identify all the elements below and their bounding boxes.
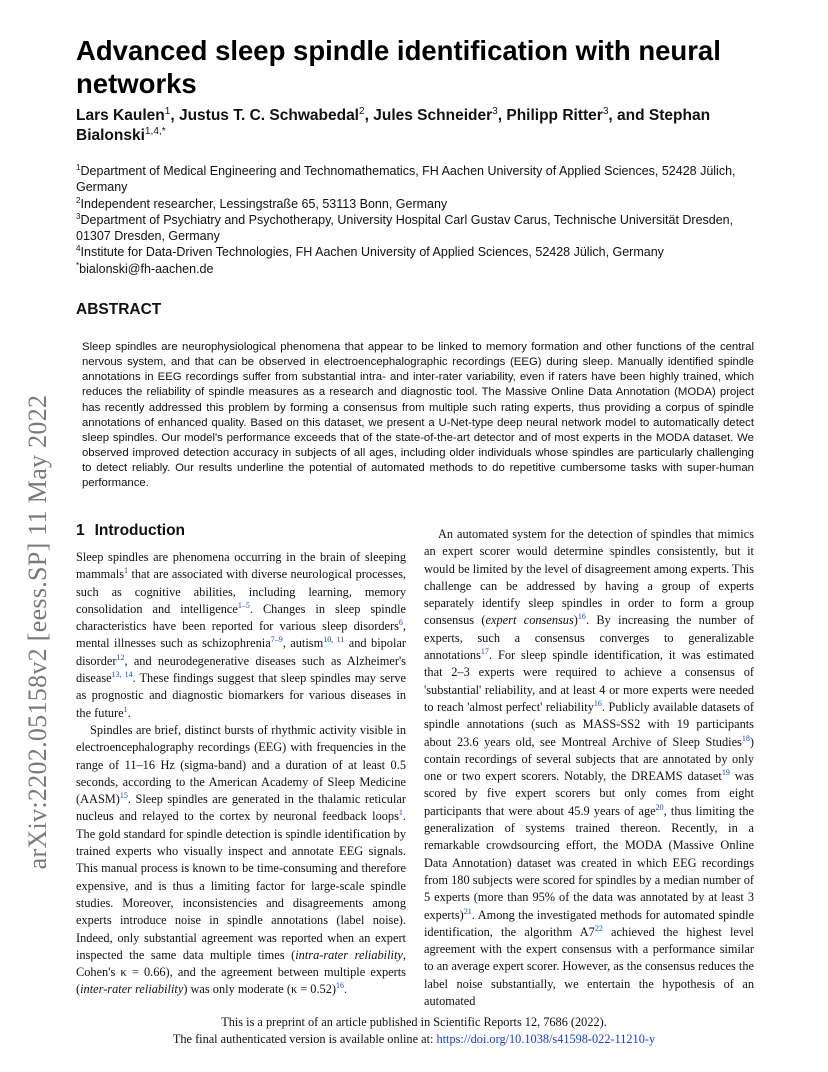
author-list bbox=[76, 106, 766, 146]
body-paragraph bbox=[424, 526, 754, 1010]
citation-link[interactable]: 21 bbox=[463, 906, 472, 916]
citation-link[interactable]: 20 bbox=[655, 802, 664, 812]
section-heading-introduction bbox=[76, 522, 185, 540]
text-run: was scored by five expert scorers but only comes from eight participants that were about 45.9 years of age bbox=[424, 769, 754, 818]
affiliation-item bbox=[76, 163, 756, 196]
text-run: , thus limiting the generalization of systems trained thereon. Recently, in a remarkable crowdsourcing effort, the MODA (Massive Online Data Annotation) dataset was created in which EEG recordings from 180 subjects were scored for spindles by a median number of 5 experts (more than 95% of the data was annotated by at least 3 experts) bbox=[424, 803, 754, 922]
citation-link[interactable]: 1 bbox=[398, 808, 403, 818]
author-separator: , and bbox=[608, 107, 649, 124]
affiliation-mark: 3 bbox=[76, 211, 81, 221]
author-affiliation-mark: 1,4,* bbox=[144, 125, 166, 137]
body-column-right bbox=[424, 526, 754, 1010]
body-paragraph bbox=[76, 722, 406, 999]
affiliation-text: Institute for Data-Driven Technologies, FH Aachen University of Applied Sciences, 52428 Jülich, Germany bbox=[80, 245, 664, 260]
emphasized-term: inter-rater reliability bbox=[80, 982, 184, 997]
text-run: . For sleep spindle identification, it was estimated that 2–3 experts were required to achieve a consensus of 'substantial' reliability, and at least 4 or more experts were needed to reach 'almost perfect' reliability bbox=[424, 648, 754, 714]
affiliation-list bbox=[76, 163, 756, 277]
text-run: . These findings suggest that sleep spindles may serve as prognostic and diagnostic biomarkers for various diseases in the future bbox=[76, 671, 406, 720]
citation-link[interactable]: 7–9 bbox=[270, 635, 283, 645]
citation-link[interactable]: 1–5 bbox=[237, 600, 250, 610]
citation-link[interactable]: 16 bbox=[593, 698, 602, 708]
citation-link[interactable]: 22 bbox=[594, 923, 603, 933]
affiliation-item bbox=[76, 196, 756, 212]
text-run: , autism bbox=[282, 636, 324, 651]
text-run: . bbox=[127, 705, 131, 720]
affiliation-item bbox=[76, 261, 756, 277]
text-run: Spindles are brief, distinct bursts of rhythmic activity visible in electroencephalography recordings (EEG) with frequencies in the range of 11–16 Hz (sigma-band) and a duration of at least 0.5 seconds, according to the American Academy of Sleep Medicine (AASM) bbox=[76, 722, 406, 807]
footer-doi-prefix: The final authenticated version is available online at: bbox=[172, 1032, 437, 1046]
section-title: Introduction bbox=[94, 522, 186, 539]
arxiv-side-stamp: arXiv:2202.05158v2 [eess.SP] 11 May 2022 bbox=[23, 394, 52, 870]
abstract-heading: ABSTRACT bbox=[76, 301, 162, 318]
section-number: 1 bbox=[76, 522, 85, 539]
emphasized-term: expert consensus bbox=[485, 613, 574, 628]
body-column-left bbox=[76, 549, 406, 999]
text-run: ) bbox=[573, 613, 578, 628]
author-name: Stephan Bialonski bbox=[76, 107, 711, 144]
text-run: , mental illnesses such as schizophrenia bbox=[76, 619, 406, 651]
text-run: , Cohen's κ = 0.66), and the agreement between multiple experts ( bbox=[76, 947, 406, 997]
abstract-text: Sleep spindles are neurophysiological phenomena that appear to be linked to memory formation and other functions of the central nervous system, and that can be observed in electroencephalographic recordings (EEG) during sleep. Manually identified spindle annotations in EEG recordings suffer from substantial intra- and inter-rater variability, even if raters have been highly trained, which reduces the reliability of spindle measures as a research and diagnostic tool. The Massive Online Data Annotation (MODA) project has recently addressed this problem by forming a consensus from multiple such rating experts, thus providing a corpus of spindle annotations of enhanced quality. Based on this dataset, we present a U-Net-type deep neural network model to automatically detect sleep spindles. Our model's performance exceeds that of the state-of-the-art detector and of most experts in the MODA dataset. We observed improved detection accuracy in subjects of all ages, including older individuals whose spindles are particularly challenging to detect reliably. Our results underline the potential of automated methods to do repetitive cumbersome tasks with super-human performance. bbox=[82, 341, 754, 490]
emphasized-term: intra-rater reliability bbox=[295, 947, 403, 962]
author-separator: , bbox=[364, 107, 374, 124]
text-run: Sleep spindles are phenomena occurring in the brain of sleeping mammals bbox=[76, 550, 406, 582]
affiliation-text: Independent researcher, Lessingstraße 65, 53113 Bonn, Germany bbox=[80, 196, 448, 211]
author-name: Justus T. C. Schwabedal bbox=[178, 107, 359, 124]
author-name: Philipp Ritter bbox=[506, 107, 603, 124]
author-separator: , bbox=[170, 107, 179, 124]
text-run: that are associated with diverse neurological processes, such as cognitive abilities, including learning, memory consolidation and intelligence bbox=[76, 567, 406, 616]
text-run: and bipolar disorder bbox=[76, 636, 406, 668]
citation-link[interactable]: 6 bbox=[398, 618, 403, 628]
text-run: ) contain recordings of several subjects that are annotated by only one or two expert scorers. Notably, the DREAMS dataset bbox=[424, 734, 754, 784]
author-name: Jules Schneider bbox=[373, 107, 493, 124]
citation-link[interactable]: 19 bbox=[721, 768, 730, 778]
text-run: achieved the highest level agreement with the expert consensus with a performance similar to an average expert scorer. However, as the consensus reduces the label noise substantially, we entertain the hypothesis of an automated bbox=[424, 924, 754, 1009]
text-run: . By increasing the number of experts, such a consensus converges to generalizable annotations bbox=[424, 613, 755, 663]
text-run: . The gold standard for spindle detection is spindle identification by trained experts who visually inspect and annotate EEG signals. This manual process is known to be time-consuming and therefore expensive, and is thus a limiting factor for large-scale spindle studies. Moreover, inconsistencies and disagreements among experts introduce noise in spindle annotations (label noise). Indeed, only substantial agreement was reported when an expert inspected the same data multiple times ( bbox=[76, 809, 406, 962]
text-run: . Publicly available datasets of spindle annotations (such as MASS-SS2 with 19 participants about 23.6 years old, see Montreal Archive of Sleep Studies bbox=[424, 699, 754, 749]
affiliation-text: Department of Medical Engineering and Technomathematics, FH Aachen University of Applied Sciences, 52428 Jülich, Germany bbox=[76, 164, 736, 195]
text-run: ) was only moderate (κ = 0.52) bbox=[183, 982, 337, 997]
affiliation-mark: 1 bbox=[76, 162, 81, 172]
affiliation-item bbox=[76, 244, 756, 260]
affiliation-mark: * bbox=[76, 260, 80, 270]
preprint-footer bbox=[0, 1014, 828, 1048]
citation-link[interactable]: 1 bbox=[124, 566, 129, 576]
citation-link[interactable]: 10, 11 bbox=[323, 635, 345, 645]
body-paragraph bbox=[76, 549, 406, 722]
text-run: . bbox=[344, 982, 348, 997]
author-affiliation-mark: 2 bbox=[359, 105, 365, 117]
author-name: Lars Kaulen bbox=[76, 107, 165, 124]
citation-link[interactable]: 16 bbox=[336, 981, 345, 991]
citation-link[interactable]: 12 bbox=[116, 652, 125, 662]
author-separator: , bbox=[497, 107, 507, 124]
author-affiliation-mark: 1 bbox=[164, 105, 171, 117]
citation-link[interactable]: 17 bbox=[480, 646, 489, 656]
text-run: An automated system for the detection of spindles that mimics an expert scorer would determine spindles consistently, but it would be limited by the level of disagreement among experts. This challenge can be addressed by having a group of experts separately identify sleep spindles in order to form a group consensus ( bbox=[424, 527, 754, 628]
author-affiliation-mark: 3 bbox=[492, 105, 498, 117]
text-run: , and neurodegenerative diseases such as Alzheimer's disease bbox=[76, 653, 406, 686]
author-affiliation-mark: 3 bbox=[602, 105, 609, 117]
affiliation-mark: 2 bbox=[76, 195, 81, 205]
citation-link[interactable]: 18 bbox=[741, 733, 750, 743]
doi-link[interactable]: https://doi.org/10.1038/s41598-022-11210-y bbox=[436, 1032, 656, 1046]
affiliation-text: Department of Psychiatry and Psychotherapy, University Hospital Carl Gustav Carus, Technische Universität Dresden, 01307 Dresden, Germany bbox=[76, 212, 734, 244]
citation-link[interactable]: 16 bbox=[577, 612, 586, 622]
text-run: . Changes in sleep spindle characteristics have been reported for various sleep disorders bbox=[76, 601, 406, 634]
citation-link[interactable]: 15 bbox=[119, 791, 128, 801]
text-run: . Among the investigated methods for automated spindle identification, the algorithm A7 bbox=[424, 907, 754, 939]
affiliation-item bbox=[76, 212, 756, 245]
text-run: . Sleep spindles are generated in the thalamic reticular nucleus and relayed to the cortex by neuronal feedback loops bbox=[76, 792, 406, 824]
citation-link[interactable]: 13, 14 bbox=[111, 669, 133, 679]
paper-title: Advanced sleep spindle identification with neural networks bbox=[76, 35, 721, 99]
footer-line-doi bbox=[0, 1031, 828, 1048]
citation-link[interactable]: 1 bbox=[123, 704, 128, 714]
footer-line-publication: This is a preprint of an article published in Scientific Reports 12, 7686 (2022). bbox=[221, 1015, 607, 1029]
affiliation-text: bialonski@fh-aachen.de bbox=[79, 261, 214, 276]
affiliation-mark: 4 bbox=[76, 244, 81, 254]
